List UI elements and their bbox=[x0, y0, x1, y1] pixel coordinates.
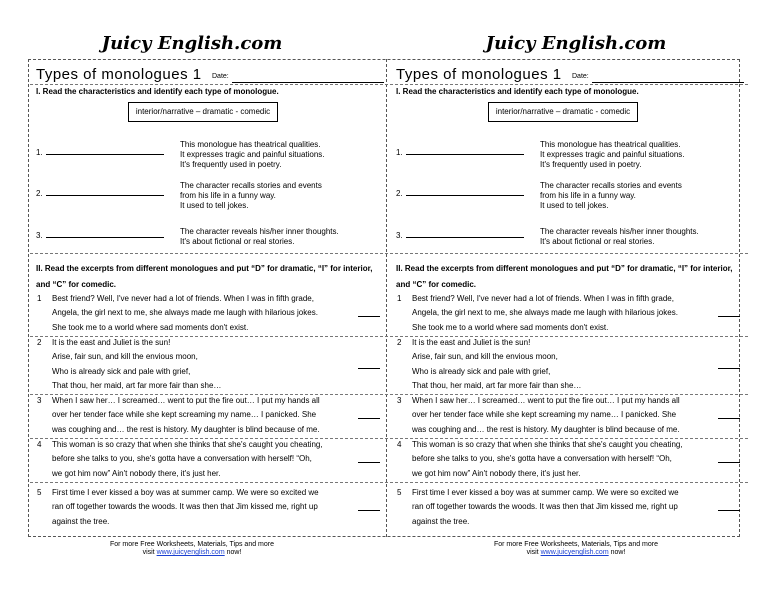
answer-blank[interactable] bbox=[46, 154, 164, 155]
excerpt-line: Arise, fair sun, and kill the envious moon, bbox=[52, 352, 198, 362]
section1-heading: I. Read the characteristics and identify each type of monologue. bbox=[36, 87, 279, 96]
brand-logo-left: Juicy English.com bbox=[101, 33, 283, 54]
excerpt-line: First time I ever kissed a boy was at summer camp. We were so excited we bbox=[412, 488, 679, 497]
excerpt-line: First time I ever kissed a boy was at summer camp. We were so excited we bbox=[52, 488, 319, 497]
desc-line: It expresses tragic and painful situations. bbox=[180, 150, 325, 159]
footer-left bbox=[0, 541, 384, 557]
excerpt-line: Angela, the girl next to me, she always made me laugh with hilarious jokes. bbox=[412, 308, 678, 318]
excerpt-line: She took me to a world where sad moments don't exist. bbox=[412, 322, 609, 332]
excerpt-number: 1 bbox=[397, 294, 402, 303]
excerpt-line: over her tender face while she kept screaming my name… I panicked. She bbox=[52, 410, 317, 420]
desc-line: from his life in a funny way. bbox=[540, 191, 636, 200]
website-link[interactable]: www.juicyenglish.com bbox=[156, 549, 225, 556]
date-field[interactable] bbox=[232, 82, 384, 83]
excerpt-number: 1 bbox=[37, 294, 42, 303]
excerpt-number: 5 bbox=[37, 488, 42, 497]
desc-line: The character recalls stories and events bbox=[540, 181, 682, 190]
excerpt-line: before she talks to you, she's gotta have a conversation with herself! “Oh, bbox=[412, 454, 672, 464]
answer-blank[interactable] bbox=[46, 195, 164, 196]
desc-line: It's about fictional or real stories. bbox=[540, 237, 655, 246]
question-3 bbox=[36, 231, 164, 240]
divider bbox=[30, 253, 388, 254]
question-1-description bbox=[180, 140, 380, 170]
excerpt-line: before she talks to you, she's gotta have a conversation with herself! “Oh, bbox=[52, 454, 312, 464]
answer-blank[interactable] bbox=[718, 510, 740, 511]
excerpt-line: over her tender face while she kept screaming my name… I panicked. She bbox=[412, 410, 677, 420]
footer-visit bbox=[0, 549, 384, 557]
answer-blank[interactable] bbox=[358, 368, 380, 369]
footer-right bbox=[384, 541, 768, 557]
question-3-description bbox=[180, 227, 380, 247]
excerpt-number: 2 bbox=[37, 338, 42, 347]
divider bbox=[390, 84, 748, 85]
website-link[interactable]: www.juicyenglish.com bbox=[540, 549, 609, 556]
worksheet-title: Types of monologues 1 bbox=[396, 66, 562, 83]
question-number: 3. bbox=[396, 231, 403, 240]
excerpt-number: 3 bbox=[37, 396, 42, 405]
question-1 bbox=[36, 148, 164, 157]
footer-line: For more Free Worksheets, Materials, Tips and more bbox=[109, 541, 275, 548]
question-2 bbox=[36, 189, 164, 198]
excerpt-line: we got him now” Ain't nobody there, it's just her. bbox=[52, 468, 221, 478]
question-number: 2. bbox=[396, 189, 403, 198]
date-label: Date: bbox=[572, 73, 589, 80]
question-number: 1. bbox=[36, 148, 43, 157]
date-label: Date: bbox=[212, 73, 229, 80]
desc-line: It's about fictional or real stories. bbox=[180, 237, 295, 246]
excerpt-line: It is the east and Juliet is the sun! bbox=[412, 338, 531, 347]
desc-line: This monologue has theatrical qualities. bbox=[180, 140, 321, 149]
footer-visit bbox=[384, 549, 768, 557]
excerpt-line: Who is already sick and pale with grief, bbox=[412, 366, 551, 376]
excerpt-line: Angela, the girl next to me, she always made me laugh with hilarious jokes. bbox=[52, 308, 318, 318]
desc-line: It's frequently used in poetry. bbox=[540, 160, 642, 169]
desc-line: It expresses tragic and painful situations. bbox=[540, 150, 685, 159]
options-box: interior/narrative – dramatic - comedic bbox=[128, 102, 278, 122]
desc-line: from his life in a funny way. bbox=[180, 191, 276, 200]
question-number: 2. bbox=[36, 189, 43, 198]
section2-heading: II. Read the excerpts from different monologues and put “D” for dramatic, “I” for interior, and “C” for comedic. bbox=[396, 264, 733, 289]
date-field[interactable] bbox=[592, 82, 744, 83]
question-number: 1. bbox=[396, 148, 403, 157]
excerpt-number: 5 bbox=[397, 488, 402, 497]
worksheet-title: Types of monologues 1 bbox=[36, 66, 202, 83]
answer-blank[interactable] bbox=[406, 154, 524, 155]
worksheet-panel-right bbox=[390, 60, 748, 536]
worksheet-panel-left bbox=[30, 60, 388, 536]
desc-line: This monologue has theatrical qualities. bbox=[540, 140, 681, 149]
answer-blank[interactable] bbox=[358, 462, 380, 463]
footer-line: For more Free Worksheets, Materials, Tips and more bbox=[493, 541, 659, 548]
excerpt-line: This woman is so crazy that when she thinks that she's caught you cheating, bbox=[52, 440, 323, 449]
excerpt-line: It is the east and Juliet is the sun! bbox=[52, 338, 171, 347]
excerpt-number: 3 bbox=[397, 396, 402, 405]
excerpt-line: against the tree. bbox=[412, 516, 470, 526]
excerpt-line: When I saw her… I screamed… went to put the fire out… I put my hands all bbox=[412, 396, 680, 405]
excerpt-number: 2 bbox=[397, 338, 402, 347]
answer-blank[interactable] bbox=[718, 316, 740, 317]
answer-blank[interactable] bbox=[358, 316, 380, 317]
question-2-description bbox=[540, 181, 740, 211]
visit-text: visit bbox=[526, 549, 539, 556]
excerpt-line: Who is already sick and pale with grief, bbox=[52, 366, 191, 376]
answer-blank[interactable] bbox=[358, 510, 380, 511]
section1-heading: I. Read the characteristics and identify each type of monologue. bbox=[396, 87, 639, 96]
desc-line: The character reveals his/her inner thoughts. bbox=[180, 227, 339, 236]
excerpt-number: 4 bbox=[397, 440, 402, 449]
divider bbox=[390, 482, 748, 483]
title-row bbox=[396, 66, 746, 86]
section2-heading: II. Read the excerpts from different monologues and put “D” for dramatic, “I” for interior, and “C” for comedic. bbox=[36, 264, 373, 289]
excerpt-line: Best friend? Well, I've never had a lot of friends. When I was in fifth grade, bbox=[52, 294, 314, 303]
answer-blank[interactable] bbox=[406, 237, 524, 238]
excerpt-line: Best friend? Well, I've never had a lot of friends. When I was in fifth grade, bbox=[412, 294, 674, 303]
divider bbox=[30, 482, 388, 483]
now-text: now! bbox=[226, 549, 242, 556]
answer-blank[interactable] bbox=[718, 462, 740, 463]
answer-blank[interactable] bbox=[718, 368, 740, 369]
desc-line: The character recalls stories and events bbox=[180, 181, 322, 190]
desc-line: It's frequently used in poetry. bbox=[180, 160, 282, 169]
excerpt-line: was coughing and… the rest is history. My daughter is blind because of me. bbox=[412, 424, 680, 434]
answer-blank[interactable] bbox=[718, 418, 740, 419]
brand-logo-right: Juicy English.com bbox=[485, 33, 667, 54]
excerpt-line: ran off together towards the woods. It was then that Jim kissed me, right up bbox=[52, 502, 318, 512]
options-box: interior/narrative – dramatic - comedic bbox=[488, 102, 638, 122]
excerpt-line: That thou, her maid, art far more fair than she… bbox=[52, 381, 222, 391]
excerpt-line: Arise, fair sun, and kill the envious moon, bbox=[412, 352, 558, 362]
question-3-description bbox=[540, 227, 740, 247]
visit-text: visit bbox=[142, 549, 155, 556]
question-2 bbox=[396, 189, 524, 198]
answer-blank[interactable] bbox=[406, 195, 524, 196]
excerpt-line: That thou, her maid, art far more fair than she… bbox=[412, 381, 582, 391]
excerpt-line: This woman is so crazy that when she thinks that she's caught you cheating, bbox=[412, 440, 683, 449]
excerpt-line: When I saw her… I screamed… went to put the fire out… I put my hands all bbox=[52, 396, 320, 405]
question-2-description bbox=[180, 181, 380, 211]
excerpt-line: She took me to a world where sad moments don't exist. bbox=[52, 322, 249, 332]
divider bbox=[390, 253, 748, 254]
desc-line: It used to tell jokes. bbox=[540, 201, 609, 210]
excerpt-number: 4 bbox=[37, 440, 42, 449]
excerpt-line: against the tree. bbox=[52, 516, 110, 526]
question-1 bbox=[396, 148, 524, 157]
excerpt-line: we got him now” Ain't nobody there, it's just her. bbox=[412, 468, 581, 478]
excerpt-line: ran off together towards the woods. It was then that Jim kissed me, right up bbox=[412, 502, 678, 512]
question-number: 3. bbox=[36, 231, 43, 240]
question-3 bbox=[396, 231, 524, 240]
desc-line: The character reveals his/her inner thoughts. bbox=[540, 227, 699, 236]
now-text: now! bbox=[610, 549, 626, 556]
question-1-description bbox=[540, 140, 740, 170]
title-row bbox=[36, 66, 386, 86]
answer-blank[interactable] bbox=[46, 237, 164, 238]
answer-blank[interactable] bbox=[358, 418, 380, 419]
divider bbox=[30, 84, 388, 85]
desc-line: It used to tell jokes. bbox=[180, 201, 249, 210]
excerpt-line: was coughing and… the rest is history. My daughter is blind because of me. bbox=[52, 424, 320, 434]
